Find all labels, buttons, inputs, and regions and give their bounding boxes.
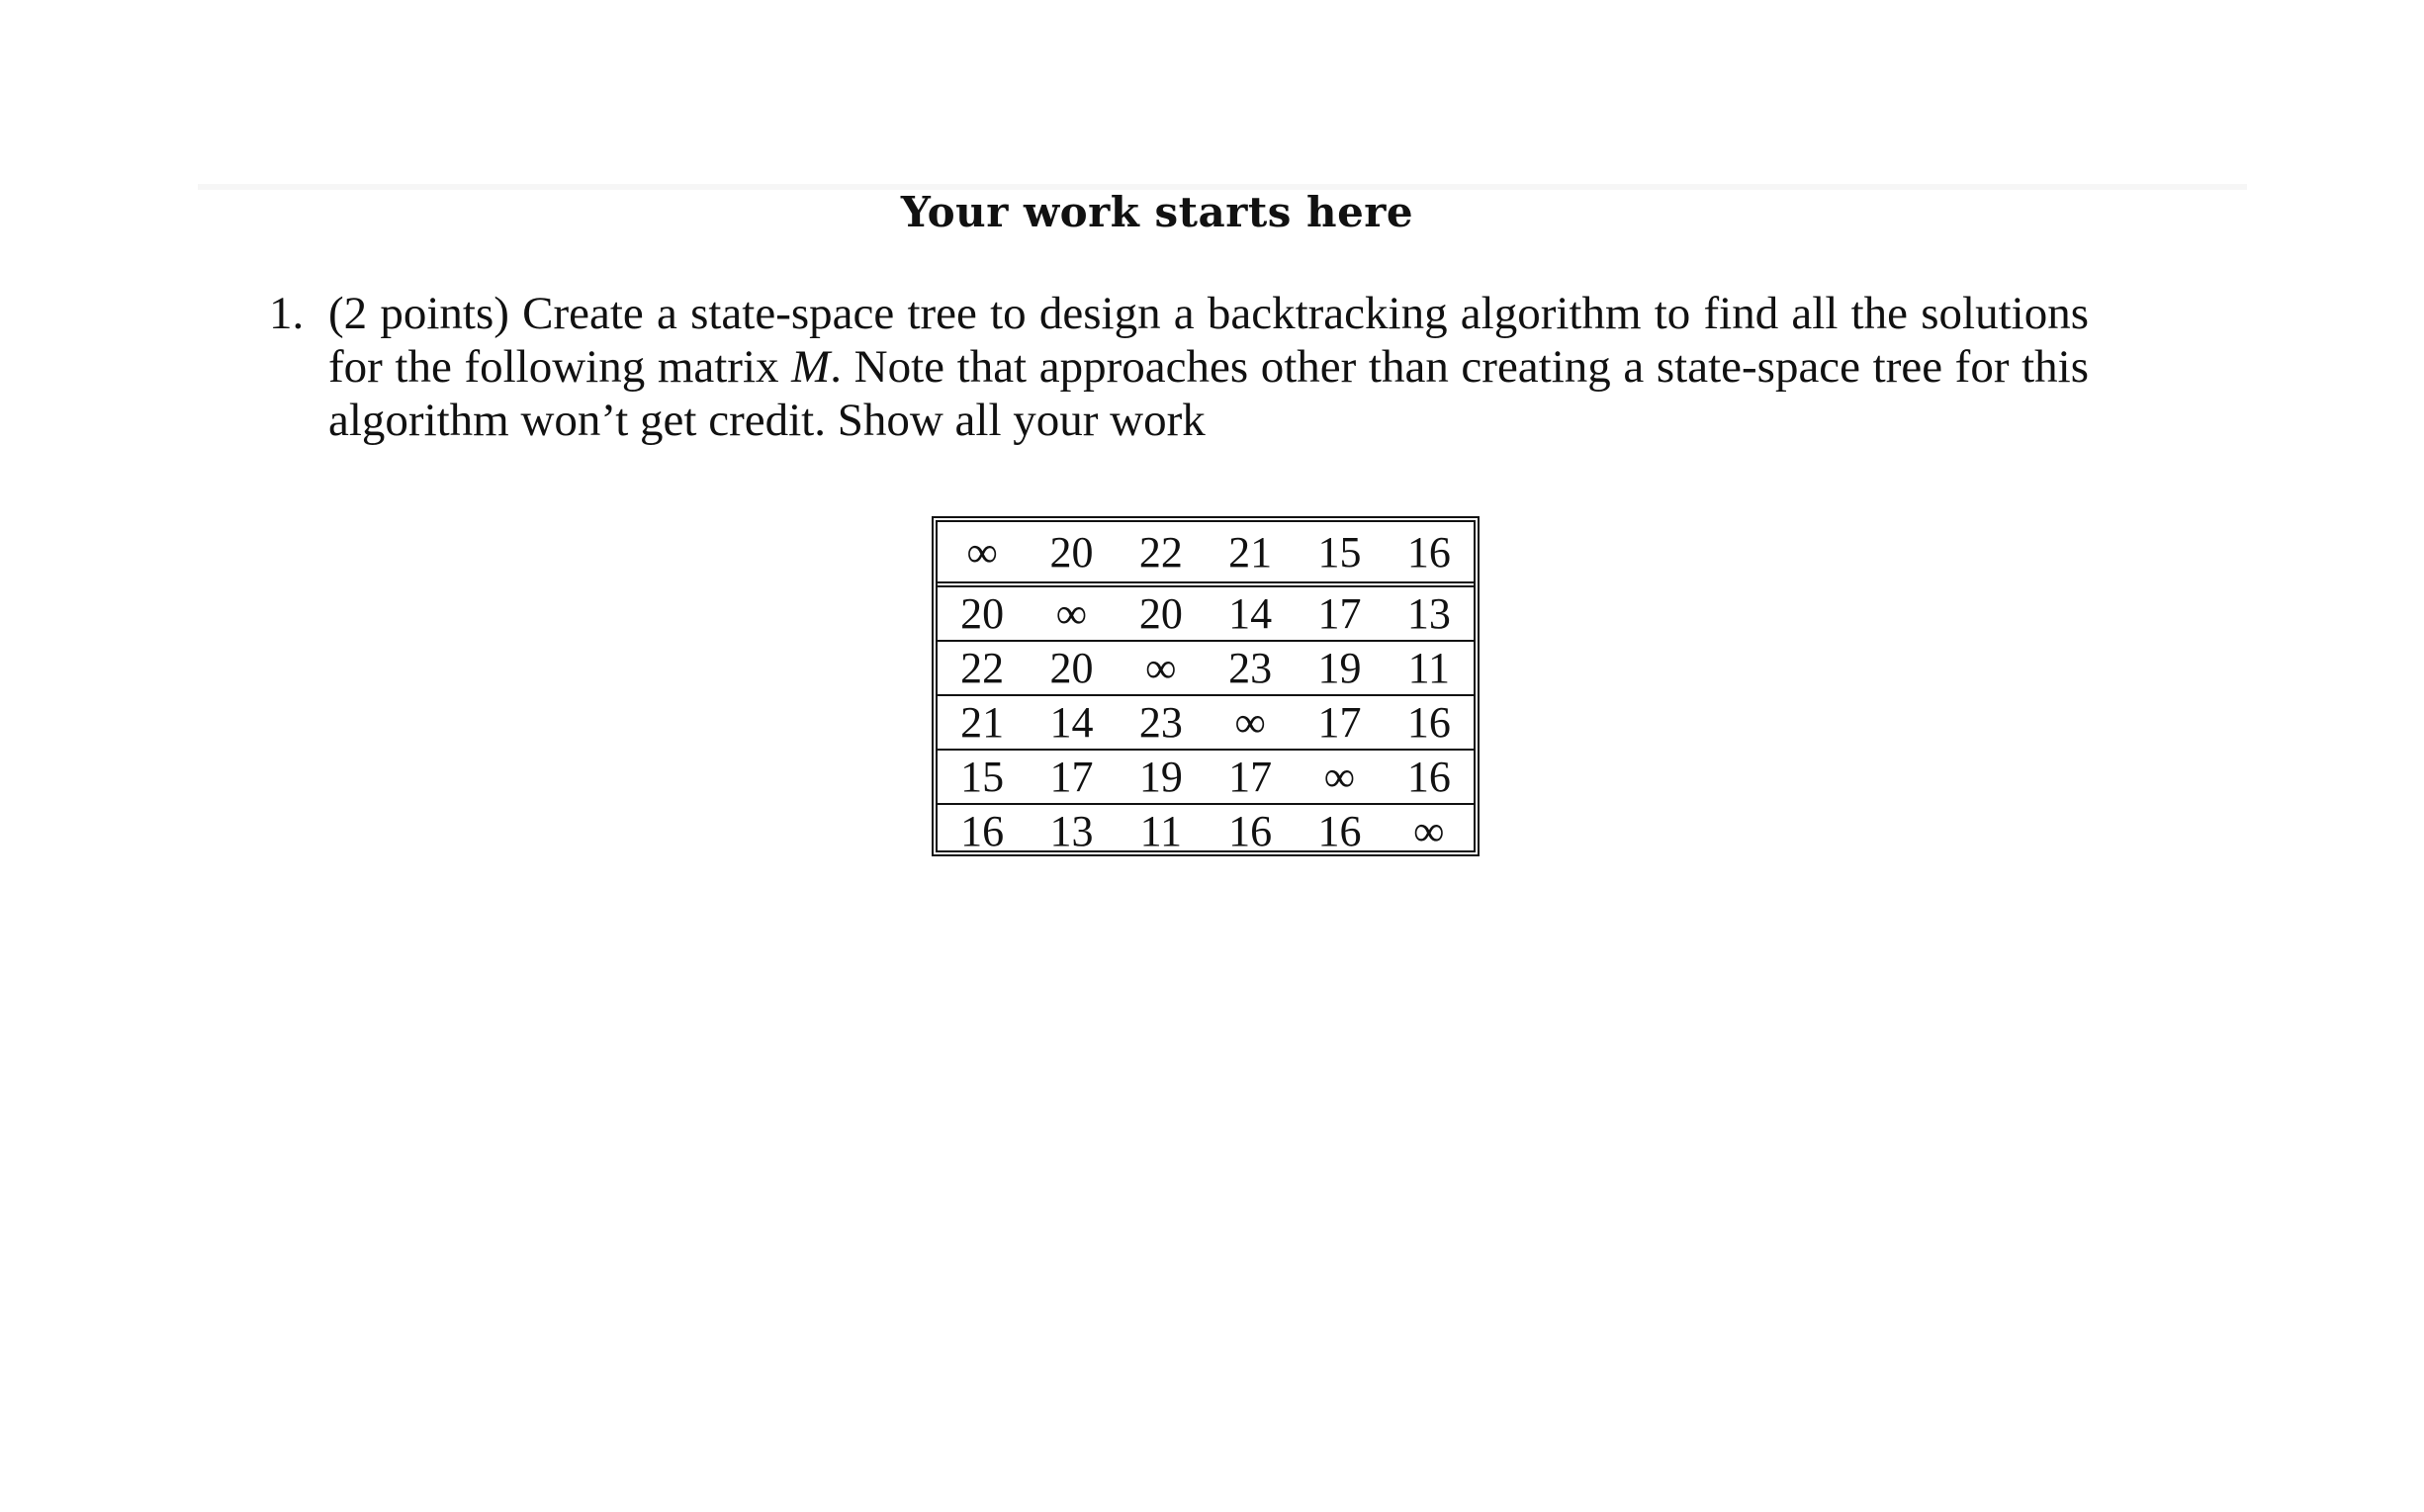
matrix-cell: 23 bbox=[1206, 641, 1295, 695]
matrix-row bbox=[938, 584, 1474, 641]
matrix-row bbox=[938, 641, 1474, 695]
matrix-cell: 15 bbox=[938, 750, 1027, 804]
matrix-cell: 17 bbox=[1295, 695, 1384, 750]
matrix-cell: 16 bbox=[1317, 807, 1362, 855]
question-points: (2 points) bbox=[328, 288, 509, 339]
matrix-cell: 21 bbox=[1206, 522, 1295, 584]
matrix-cell: 16 bbox=[960, 807, 1005, 855]
matrix-cell: 17 bbox=[1206, 750, 1295, 804]
matrix-row bbox=[938, 750, 1474, 804]
matrix-cell: 13 bbox=[1385, 584, 1474, 641]
matrix-cell: 13 bbox=[1049, 807, 1094, 855]
matrix-row bbox=[938, 695, 1474, 750]
matrix-cell: 14 bbox=[1027, 695, 1116, 750]
matrix-cell: 16 bbox=[1385, 522, 1474, 584]
matrix-cell: 20 bbox=[1117, 584, 1206, 641]
matrix-cell: 15 bbox=[1295, 522, 1384, 584]
matrix-cell: ∞ bbox=[1413, 807, 1445, 855]
matrix-cell: 21 bbox=[938, 695, 1027, 750]
matrix-cell: 17 bbox=[1295, 584, 1384, 641]
question-number: 1. bbox=[269, 288, 305, 339]
matrix-symbol: M bbox=[791, 341, 831, 393]
matrix-table bbox=[938, 522, 1474, 857]
matrix-cell: 16 bbox=[1385, 695, 1474, 750]
matrix-row bbox=[938, 804, 1474, 857]
question-text-part2: . Note that approaches other than creating a state-space tree for this algorithm won’t get credit. Show all your work bbox=[328, 341, 2090, 446]
matrix-cell: 19 bbox=[1117, 750, 1206, 804]
question-text bbox=[328, 287, 2089, 447]
matrix-cell: 16 bbox=[1385, 750, 1474, 804]
matrix-cell: ∞ bbox=[1117, 641, 1206, 695]
matrix-cell: 14 bbox=[1206, 584, 1295, 641]
section-heading: Your work starts here bbox=[900, 188, 1414, 236]
cost-matrix bbox=[932, 516, 1480, 856]
matrix-row bbox=[938, 522, 1474, 584]
matrix-cell: ∞ bbox=[1027, 584, 1116, 641]
matrix-cell: 20 bbox=[1027, 522, 1116, 584]
question-text-part1: Create a state-space tree to design a backtracking algorithm to find all the solutions for the following matrix bbox=[328, 288, 2090, 393]
matrix-cell: 16 bbox=[1228, 807, 1273, 855]
matrix-cell: 23 bbox=[1117, 695, 1206, 750]
matrix-cell: ∞ bbox=[1295, 750, 1384, 804]
matrix-cell: 20 bbox=[1027, 641, 1116, 695]
matrix-cell: 22 bbox=[1117, 522, 1206, 584]
matrix-cell: 20 bbox=[938, 584, 1027, 641]
matrix-cell: 11 bbox=[1139, 807, 1182, 855]
matrix-cell: ∞ bbox=[938, 522, 1027, 584]
matrix-cell: 22 bbox=[938, 641, 1027, 695]
matrix-cell: 11 bbox=[1385, 641, 1474, 695]
matrix-cell: ∞ bbox=[1206, 695, 1295, 750]
matrix-cell: 19 bbox=[1295, 641, 1384, 695]
matrix-cell: 17 bbox=[1027, 750, 1116, 804]
